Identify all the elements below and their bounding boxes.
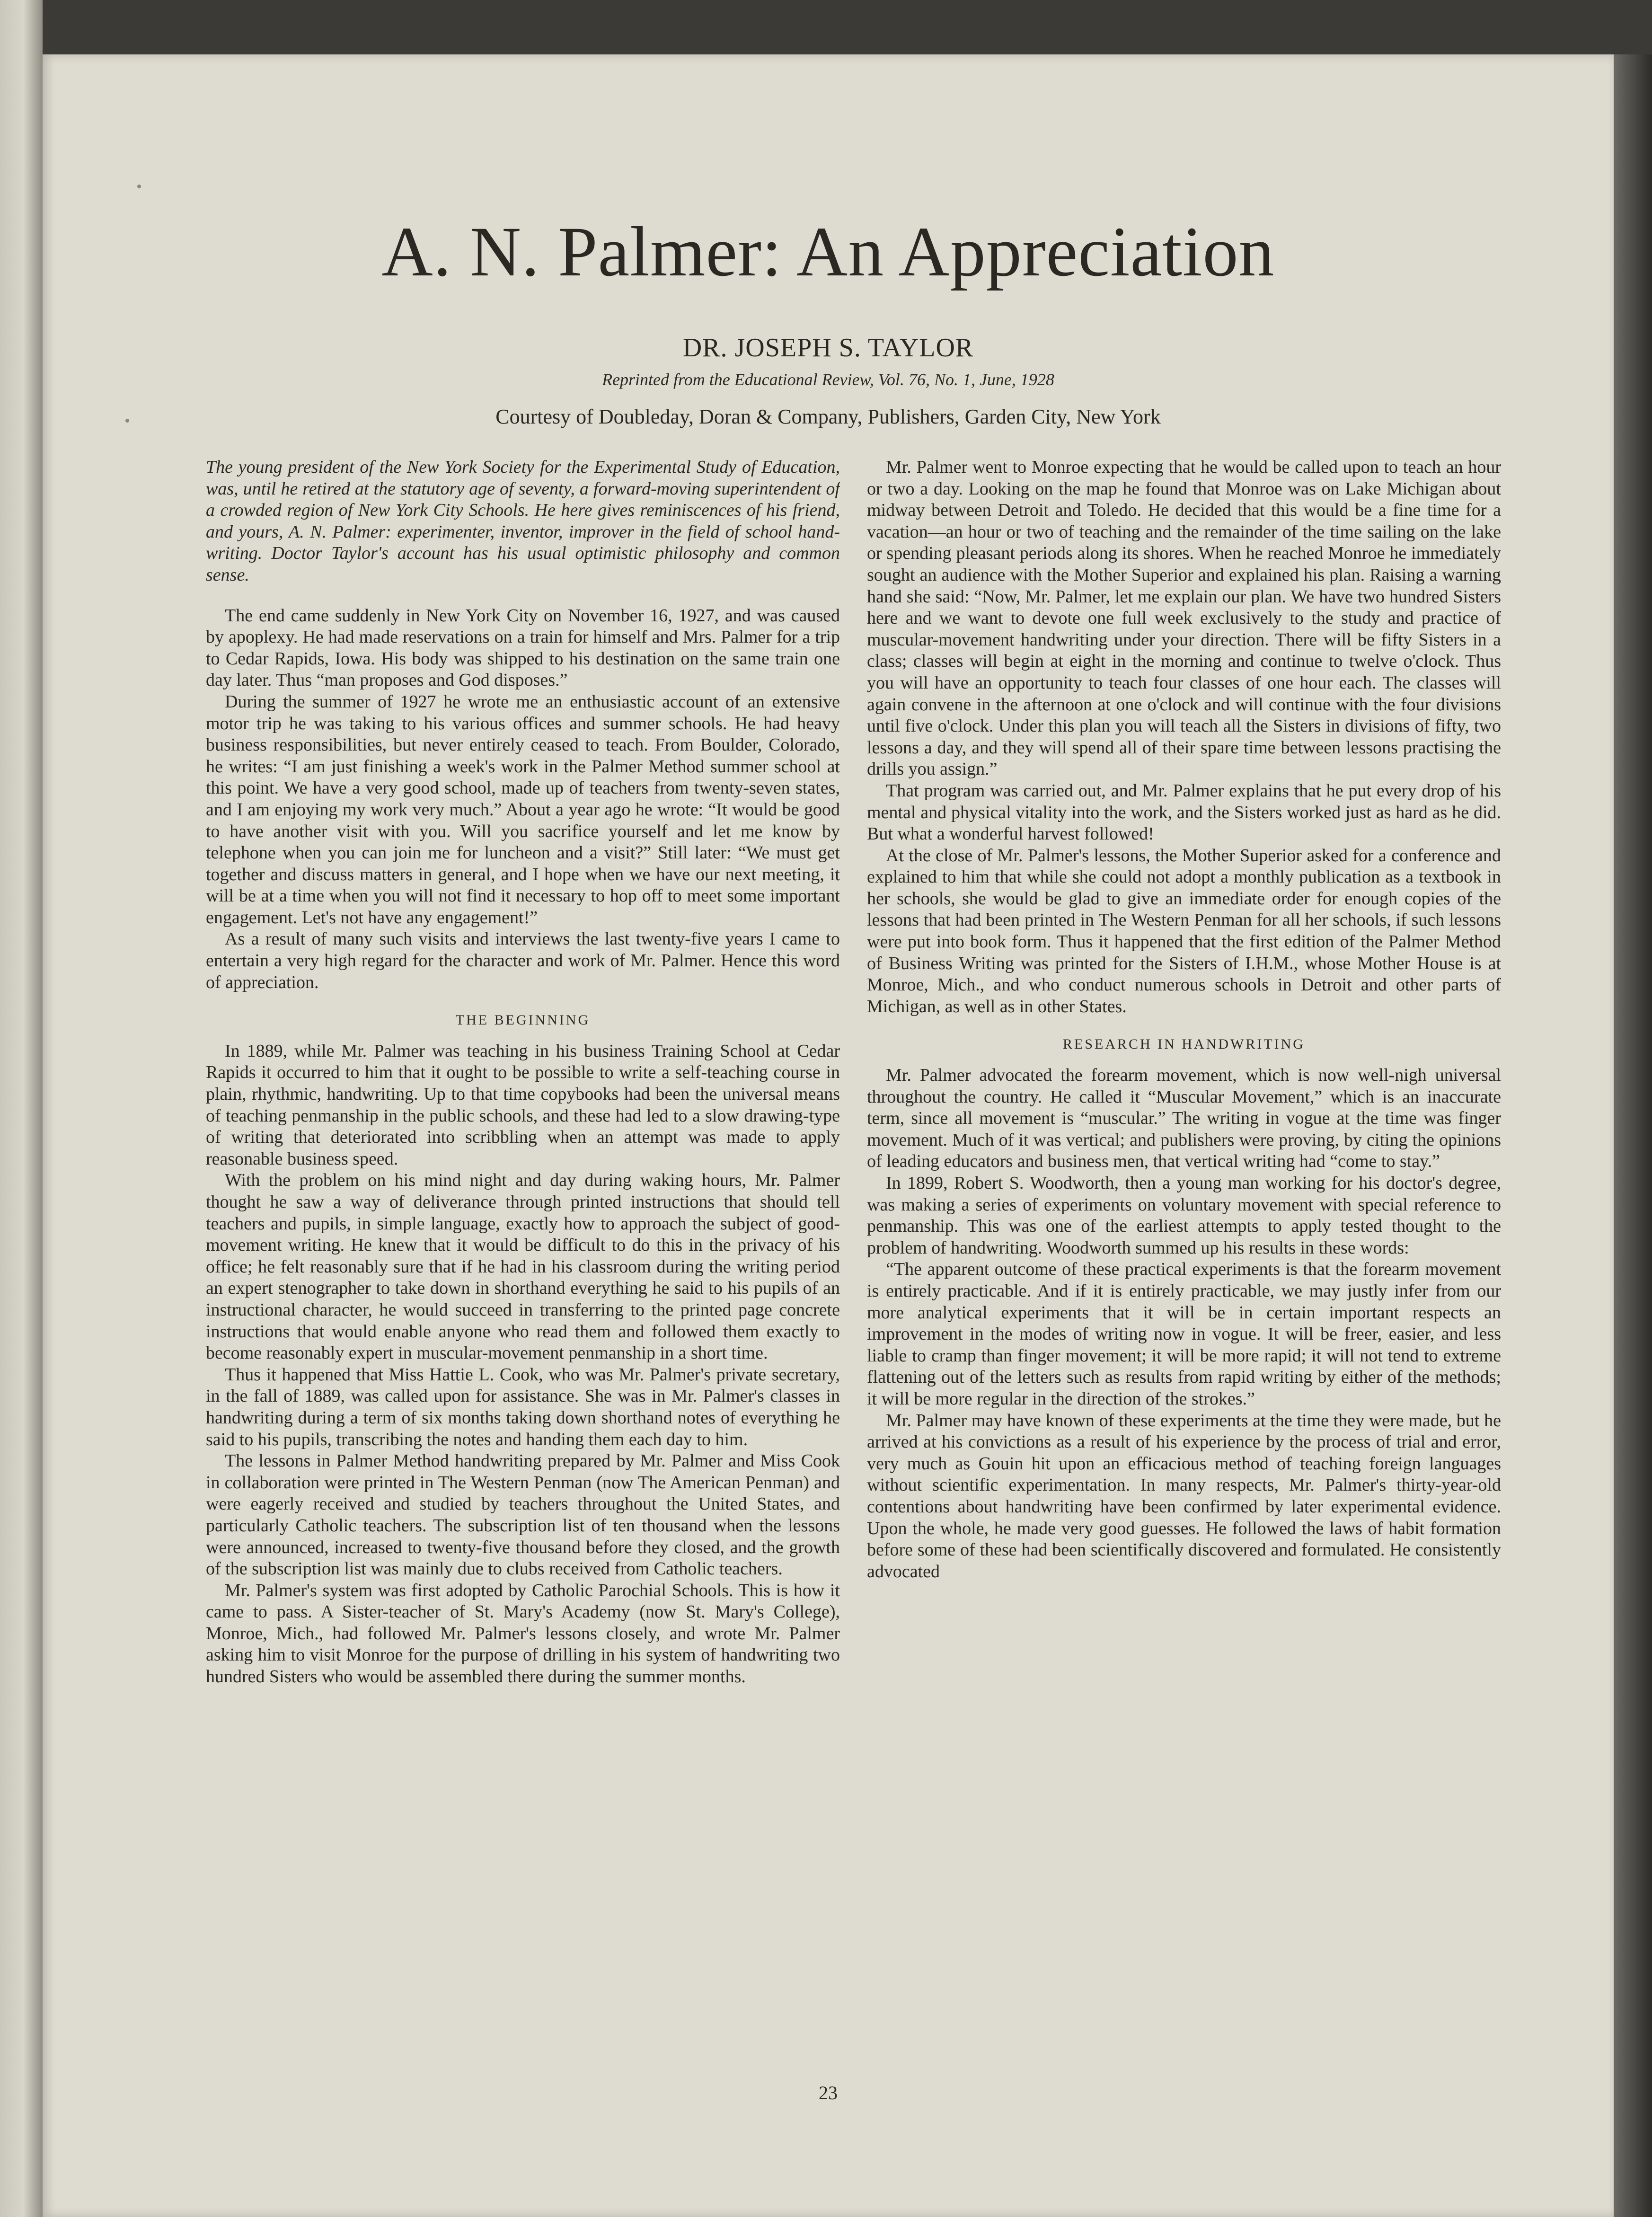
body-paragraph: Mr. Palmer may have known of these experiments at the time they were made, but he arrived at his convictions as a result of his experience by the process of trial and error, very much as Gouin hit upon an efficacious method of teaching foreign languages without scientific experimentation. In many respects, Mr. Palmer's thirty-year-old contentions about handwriting have been confirmed by later experimental evidence. Upon the whole, he made very good guesses. He followed the laws of habit formation before some of these had been scientifically discovered and formulated. He consistently advocated (867, 1410, 1501, 1581)
article-author: DR. JOSEPH S. TAYLOR (682, 333, 974, 362)
right-column (867, 457, 1501, 2075)
page (43, 54, 1614, 2217)
page-number: 23 (819, 2082, 838, 2103)
body-paragraph: As a result of many such visits and interviews the last twenty-five years I came to entertain a very high regard for the character and work of Mr. Palmer. Hence this word of appreciation. (206, 929, 840, 992)
body-paragraph: Mr. Palmer advocated the forearm movement, which is now well-nigh universal throughout the country. He called it “Muscular Movement,” which is an inaccurate term, since all movement is “muscular.” The writing in vogue at the time was finger movement. Much of it was vertical; and publishers were proving, by citing the opinions of leading educators and business men, that vertical writing had “come to stay.” (867, 1065, 1501, 1172)
intro-paragraph: The young president of the New York Society for the Experimental Study of Education, was, until he retired at the statutory age of seventy, a forward-moving superintendent of a crowded region of New York City Schools. He here gives reminiscences of his friend, and yours, A. N. Palmer: experimenter, inventor, improver in the field of school hand-writing. Doctor Taylor's account has his usual optimistic philosophy and common sense. (206, 457, 840, 585)
body-paragraph: The lessons in Palmer Method handwriting prepared by Mr. Palmer and Miss Cook in collaboration were printed in The Western Penman (now The American Penman) and were eagerly received and studied by teachers throughout the United States, and particularly Catholic teachers. The subscription list of ten thousand when the lessons were announced, increased to twenty-five thousand before they closed, and the growth of the subscription list was mainly due to clubs received from Catholic teachers. (206, 1451, 840, 1579)
body-paragraph: In 1899, Robert S. Woodworth, then a young man working for his doctor's degree, was making a series of experiments on voluntary movement with special reference to penmanship. This was one of the earliest attempts to apply tested thought to the problem of handwriting. Woodworth summed up his results in these words: (867, 1173, 1501, 1258)
body-paragraph: At the close of Mr. Palmer's lessons, the Mother Superior asked for a conference and explained to him that while she could not adopt a monthly publication as a textbook in her schools, she would be glad to give an immediate order for enough copies of the lessons that had been printed in The Western Penman for all her schools, if such lessons were put into book form. Thus it happened that the first edition of the Palmer Method of Business Writing was printed for the Sisters of I.H.M., whose Mother House is at Monroe, Mich., and who conduct numerous schools in Detroit and other parts of Michigan, as well as in other States. (867, 845, 1501, 1016)
binding-shadow (1614, 54, 1652, 2217)
body-paragraph: The end came suddenly in New York City on November 16, 1927, and was caused by apoplexy. He had made reservations on a train for himself and Mrs. Palmer for a trip to Cedar Rapids, Iowa. His body was shipped to his destination on the same train one day later. Thus “man proposes and God disposes.” (206, 605, 840, 690)
paper-speck (137, 185, 141, 188)
body-paragraph: With the problem on his mind night and day during waking hours, Mr. Palmer thought he saw a way of deliverance through printed instructions that should tell teachers and pupils, in simple language, exactly how to approach the subject of good-movement writing. He knew that it would be difficult to do this in the privacy of his office; he felt reasonably sure that if he had in his classroom during the writing period an expert stenographer to take down in shorthand everything he said to his pupils of an instructional character, he would succeed in transferring to the printed page concrete instructions that would enable anyone who read them and followed them exactly to become reasonably expert in muscular-movement penmanship in a short time. (206, 1170, 840, 1363)
section-heading-research: RESEARCH IN HANDWRITING (1063, 1036, 1305, 1052)
courtesy-line: Courtesy of Doubleday, Doran & Company, Publishers, Garden City, New York (495, 405, 1161, 428)
reprint-note: Reprinted from the Educational Review, Vol. 76, No. 1, June, 1928 (602, 370, 1054, 389)
body-paragraph: Mr. Palmer's system was first adopted by Catholic Parochial Schools. This is how it came to pass. A Sister-teacher of St. Mary's Academy (now St. Mary's College), Monroe, Mich., had followed Mr. Palmer's lessons closely, and wrote Mr. Palmer asking him to visit Monroe for the purpose of drilling in his system of handwriting two hundred Sisters who would be assembled there during the summer months. (206, 1580, 840, 1687)
body-paragraph: In 1889, while Mr. Palmer was teaching in his business Training School at Cedar Rapids it occurred to him that it ought to be possible to write a self-teaching course in plain, rhythmic, handwriting. Up to that time copybooks had been the universal means of teaching penmanship in the public schools, and these had led to a slow drawing-type of writing that deteriorated into scribbling when an attempt was made to apply reasonable business speed. (206, 1041, 840, 1169)
body-paragraph: “The apparent outcome of these practical experiments is that the forearm movement is entirely practicable. And if it is entirely practicable, we may justly infer from our more analytical experiments that it will be in certain important respects an improvement in the modes of writing now in vogue. It will be freer, easier, and less liable to cramp than finger movement; it will be more rapid; it will not tend to extreme flattening out of the letters such as results from rapid writing by either of the methods; it will be more regular in the direction of the strokes.” (867, 1259, 1501, 1409)
body-paragraph: That program was carried out, and Mr. Palmer explains that he put every drop of his mental and physical vitality into the work, and the Sisters worked just as hard as he did. But what a wonderful harvest followed! (867, 780, 1501, 844)
body-paragraph: Thus it happened that Miss Hattie L. Cook, who was Mr. Palmer's private secretary, in the fall of 1889, was called upon for assistance. She was in Mr. Palmer's classes in handwriting during a term of six months taking down shorthand notes of everything he said to his pupils, transcribing the notes and handing them each day to him. (206, 1364, 840, 1449)
article-title: A. N. Palmer: An Appreciation (381, 212, 1275, 291)
previous-page-edge (0, 0, 43, 2217)
body-paragraph: Mr. Palmer went to Monroe expecting that he would be called upon to teach an hour or two a day. Looking on the map he found that Monroe was on Lake Michigan about midway between Detroit and Toledo. He decided that this would be a fine time for a vacation—an hour or two of teaching and the remainder of the time sailing on the lake or spending pleasant periods along its shores. When he reached Monroe he immediately sought an audience with the Mother Superior and explained his plan. Raising a warning hand she said: “Now, Mr. Palmer, let me explain our plan. We have two hundred Sisters here and we want to devote one full week exclusively to the study and practice of muscular-movement handwriting under your direction. There will be fifty Sisters in a class; classes will begin at eight in the morning and continue to twelve o'clock. Thus you will have an opportunity to teach four classes of one hour each. The classes will again convene in the afternoon at one o'clock and will continue with the four divisions until five o'clock. Under this plan you will teach all the Sisters in divisions of fifty, two lessons a day, and they will spend all of their spare time between lessons practising the drills you assign.” (867, 457, 1501, 779)
section-heading-beginning: THE BEGINNING (455, 1012, 591, 1028)
body-paragraph: During the summer of 1927 he wrote me an enthusiastic account of an extensive motor trip he was taking to his various offices and summer schools. He had heavy business responsibilities, but never entirely ceased to teach. From Boulder, Colorado, he writes: “I am just finishing a week's work in the Palmer Method summer school at this point. We have a very good school, made up of teachers from twenty-seven states, and I am enjoying my work very much.” About a year ago he wrote: “It would be good to have another visit with you. Will you sacrifice yourself and let me know by telephone when you can join me for luncheon and a visit?” Still later: “We must get together and discuss matters in general, and I hope when we have our next meeting, it will be at a time when you will not find it necessary to hop off to meet some important engagement. Let's not have any engagement!” (206, 691, 840, 927)
left-column (206, 457, 840, 2075)
